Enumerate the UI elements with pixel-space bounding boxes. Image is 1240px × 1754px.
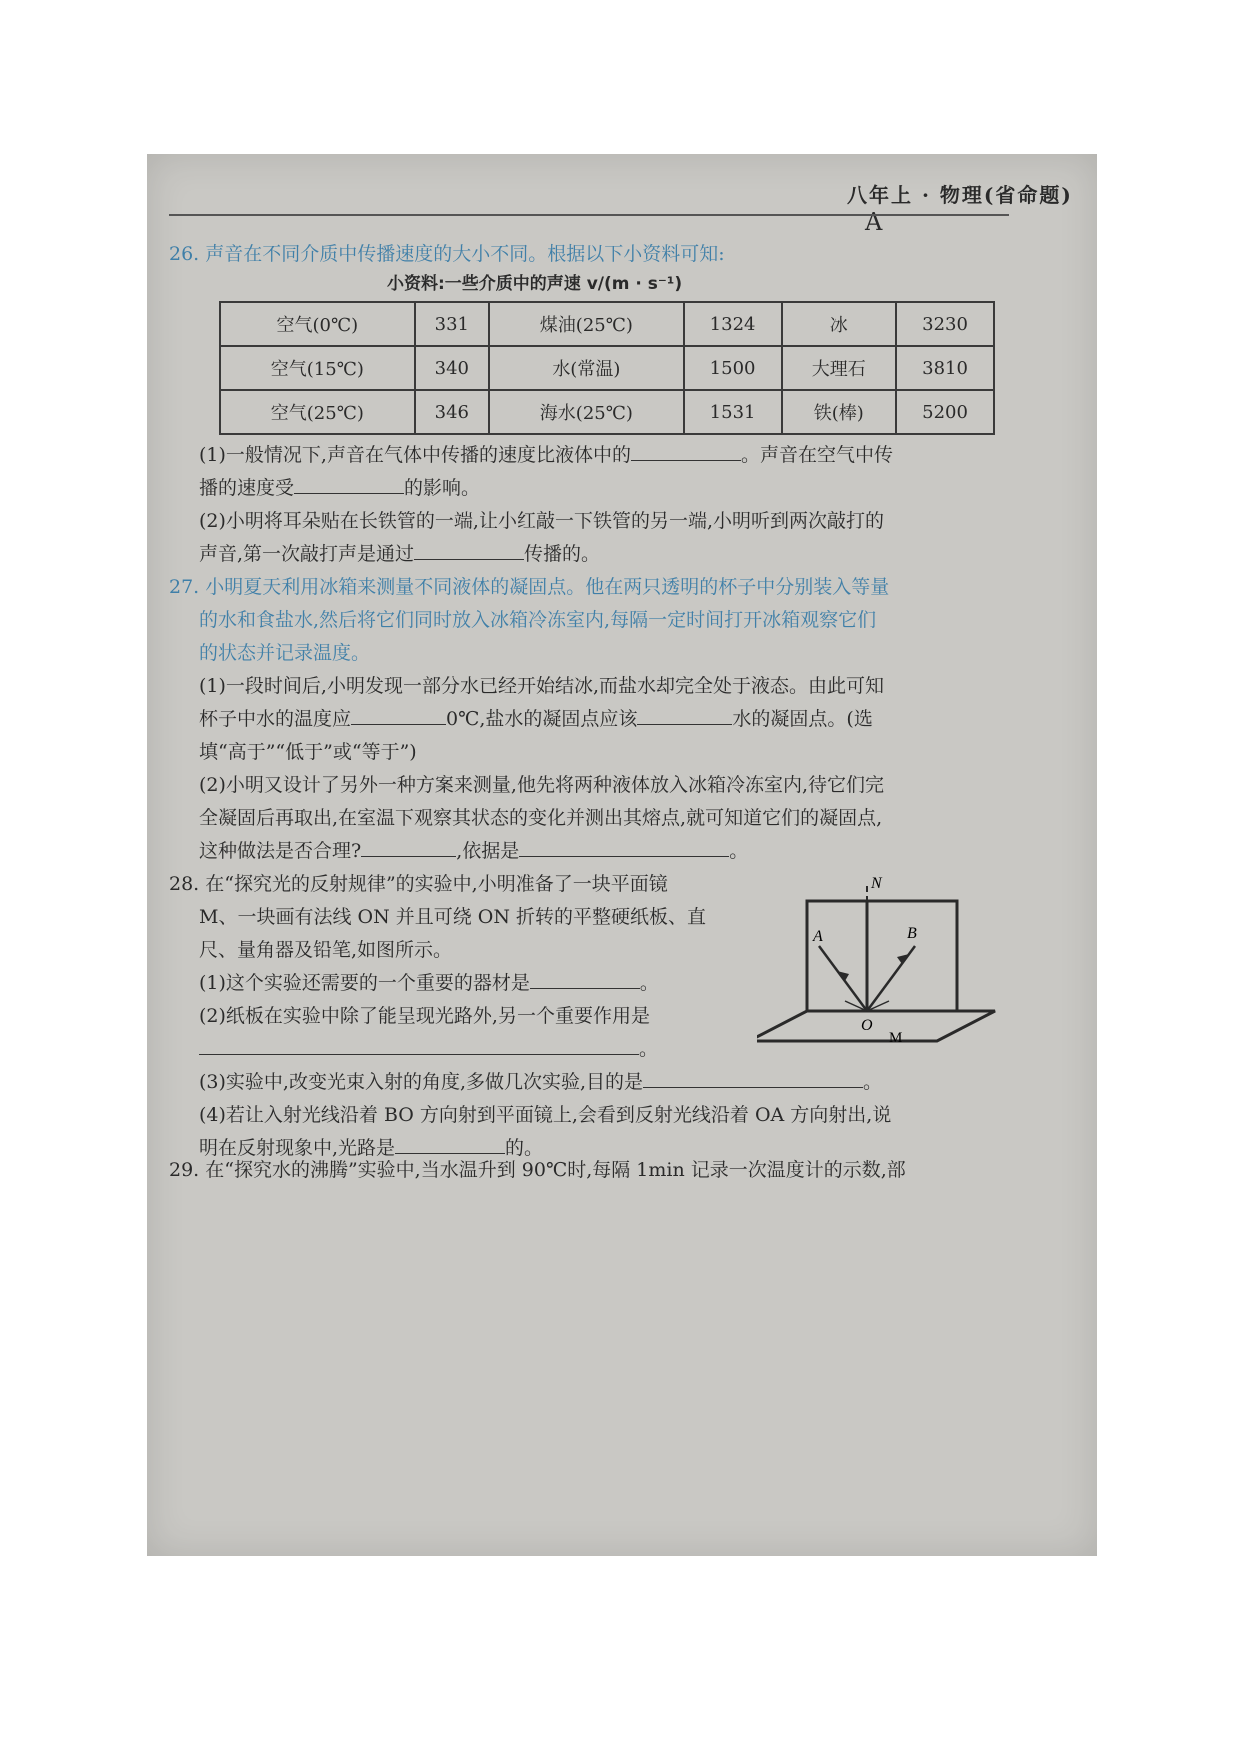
answer-blank[interactable] <box>361 838 456 857</box>
label-n: N <box>871 875 882 892</box>
exam-photo <box>147 154 1097 1556</box>
answer-blank[interactable] <box>519 838 729 857</box>
table-cell: 346 <box>415 390 489 434</box>
answer-blank[interactable] <box>530 970 640 989</box>
label-o: O <box>861 1017 873 1034</box>
table-row <box>220 346 994 390</box>
answer-blank[interactable] <box>631 442 741 461</box>
table-row <box>220 302 994 346</box>
q27-line3: 的状态并记录温度。 <box>199 642 371 664</box>
table-cell: 340 <box>415 346 489 390</box>
label-m: M <box>889 1030 903 1046</box>
table-cell: 1500 <box>684 346 782 390</box>
q27-line1: 27. 小明夏天利用冰箱来测量不同液体的凝固点。他在两只透明的杯子中分别装入等量 <box>169 576 890 598</box>
q26-part1-line2: 播的速度受 的影响。 <box>199 477 481 499</box>
table-cell: 空气(25℃) <box>220 390 415 434</box>
answer-blank[interactable] <box>414 541 524 560</box>
reflected-arrow <box>897 954 909 964</box>
table-cell: 海水(25℃) <box>489 390 684 434</box>
table-cell: 1324 <box>684 302 782 346</box>
answer-blank[interactable] <box>199 1036 639 1055</box>
q26-intro: 26. 声音在不同介质中传播速度的大小不同。根据以下小资料可知: <box>169 243 725 265</box>
answer-blank[interactable] <box>351 706 446 725</box>
table-cell: 3230 <box>896 302 994 346</box>
q27-part1-line2: 杯子中水的温度应 0℃,盐水的凝固点应该 水的凝固点。(选 <box>199 708 873 730</box>
q27-part1-line3: 填“高于”“低于”或“等于”) <box>199 741 417 763</box>
table-cell: 3810 <box>896 346 994 390</box>
reflection-diagram <box>757 866 997 1046</box>
exam-header <box>847 179 1097 236</box>
table-cell: 大理石 <box>782 346 897 390</box>
table-cell: 空气(15℃) <box>220 346 415 390</box>
q28-line2: M、一块画有法线 ON 并且可绕 ON 折转的平整硬纸板、直 <box>199 906 707 928</box>
reflected-ray <box>867 946 915 1011</box>
table-cell: 5200 <box>896 390 994 434</box>
table-cell: 铁(棒) <box>782 390 897 434</box>
q26-part2-line2: 声音,第一次敲打声是通过 传播的。 <box>199 543 601 565</box>
header-title: 八年上 · 物理(省命题) <box>847 183 1073 207</box>
label-a: A <box>813 928 823 945</box>
q27-line2: 的水和食盐水,然后将它们同时放入冰箱冷冻室内,每隔一定时间打开冰箱观察它们 <box>199 609 877 631</box>
q26-caption: 小资料:一些介质中的声速 v/(m · s⁻¹) <box>387 274 683 294</box>
q27-part1-line1: (1)一段时间后,小明发现一部分水已经开始结冰,而盐水却完全处于液态。由此可知 <box>199 675 884 697</box>
q27-part2-line2: 全凝固后再取出,在室温下观察其状态的变化并测出其熔点,就可知道它们的凝固点, <box>199 807 883 829</box>
q28-part1: (1)这个实验还需要的一个重要的器材是 。 <box>199 972 659 994</box>
sound-speed-table <box>219 301 995 435</box>
table-cell: 331 <box>415 302 489 346</box>
q26-part1-line1: (1)一般情况下,声音在气体中传播的速度比液体中的 。声音在空气中传 <box>199 444 893 466</box>
table-row <box>220 390 994 434</box>
table-cell: 煤油(25℃) <box>489 302 684 346</box>
paper-board-left <box>807 901 867 1011</box>
header-version: A <box>865 208 885 236</box>
q28-part3: (3)实验中,改变光束入射的角度,多做几次实验,目的是 。 <box>199 1071 883 1093</box>
q28-line1: 28. 在“探究光的反射规律”的实验中,小明准备了一块平面镜 <box>169 873 668 895</box>
table-cell: 冰 <box>782 302 897 346</box>
table-cell: 1531 <box>684 390 782 434</box>
answer-blank[interactable] <box>643 1069 863 1088</box>
table-cell: 水(常温) <box>489 346 684 390</box>
q28-part2-line2: 。 <box>199 1033 658 1066</box>
q28-line3: 尺、量角器及铅笔,如图所示。 <box>199 939 453 961</box>
header-rule <box>169 214 1009 216</box>
q28-part4-line2: 明在反射现象中,光路是 的。 <box>199 1137 544 1159</box>
mirror-plane <box>757 1011 995 1041</box>
q29-line1: 29. 在“探究水的沸腾”实验中,当水温升到 90℃时,每隔 1min 记录一次温度计的示数,部 <box>169 1159 906 1181</box>
label-b: B <box>907 925 917 942</box>
q27-part2-line3: 这种做法是否合理? ,依据是 。 <box>199 840 749 862</box>
table-cell: 空气(0℃) <box>220 302 415 346</box>
answer-blank[interactable] <box>395 1135 505 1154</box>
q26-part2-line1: (2)小明将耳朵贴在长铁管的一端,让小红敲一下铁管的另一端,小明听到两次敲打的 <box>199 510 884 532</box>
q28-part4-line1: (4)若让入射光线沿着 BO 方向射到平面镜上,会看到反射光线沿着 OA 方向射出,说 <box>199 1104 892 1126</box>
answer-blank[interactable] <box>294 475 404 494</box>
q28-part2-line1: (2)纸板在实验中除了能呈现光路外,另一个重要作用是 <box>199 1005 650 1027</box>
answer-blank[interactable] <box>637 706 732 725</box>
q27-part2-line1: (2)小明又设计了另外一种方案来测量,他先将两种液体放入冰箱冷冻室内,待它们完 <box>199 774 884 796</box>
